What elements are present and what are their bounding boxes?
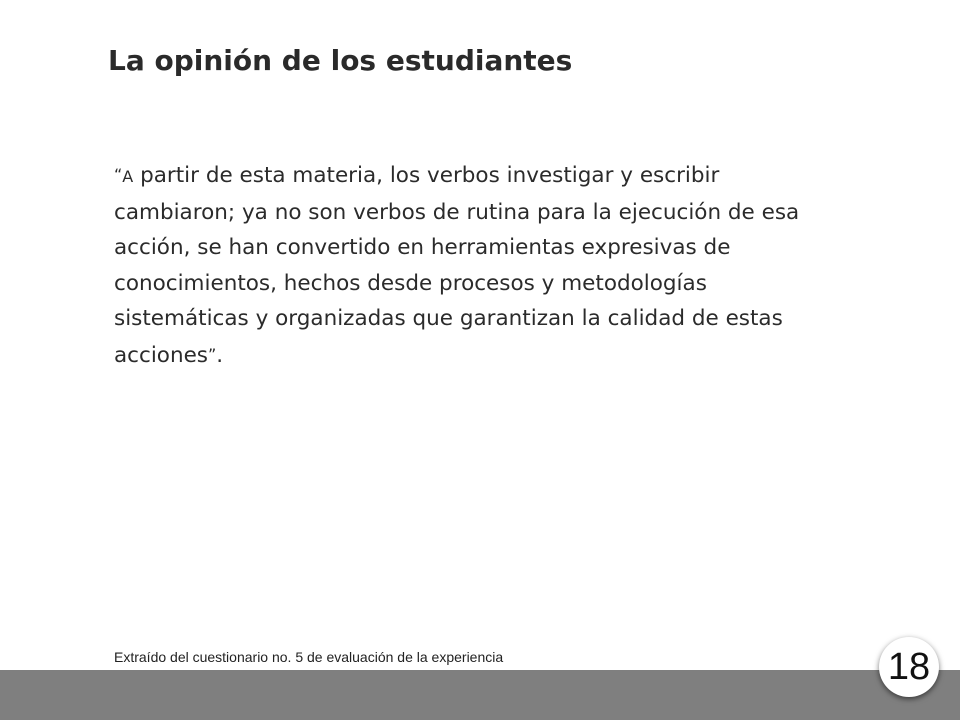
page-number-badge — [879, 637, 939, 697]
quote-close-mark: ” — [208, 344, 217, 364]
source-note: Extraído del cuestionario no. 5 de evaluación de la experiencia — [114, 649, 504, 665]
quote-text: partir de esta materia, los verbos investigar y escribir cambiaron; ya no son verbos de rutina para la ejecución de esa acción, se han convertido en herramientas expresivas de conocimientos, hechos desde procesos y metodologías sistemáticas y organizadas que garantizan la calidad de estas acciones — [114, 163, 800, 368]
footer-bar — [0, 670, 960, 720]
quote-open-mark: “ — [114, 165, 123, 184]
student-quote — [114, 157, 834, 374]
slide-title: La opinión de los estudiantes — [108, 44, 573, 77]
page-number: 18 — [887, 646, 931, 688]
quote-first-letter: A — [122, 167, 134, 186]
quote-end-punct: . — [216, 342, 224, 368]
